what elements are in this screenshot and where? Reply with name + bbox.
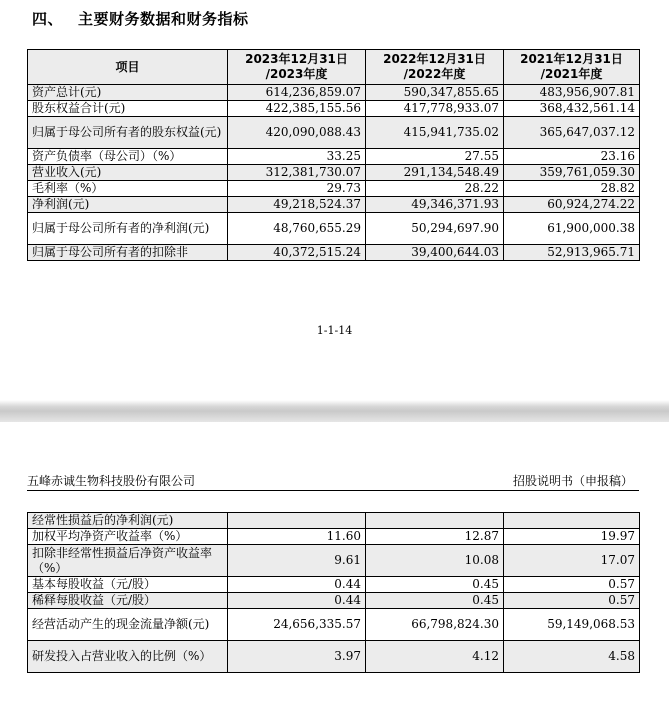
value-2022: 12.87: [366, 529, 504, 545]
table-row: [28, 85, 640, 101]
value-2021: 19.97: [504, 529, 640, 545]
value-2023: 29.73: [228, 181, 366, 197]
value-2023: 11.60: [228, 529, 366, 545]
table-row: [28, 577, 640, 593]
value-2023: 9.61: [228, 545, 366, 577]
page-divider: [0, 400, 669, 422]
value-2022: 4.12: [366, 641, 504, 673]
value-2023: 3.97: [228, 641, 366, 673]
table-row: [28, 545, 640, 577]
value-2021: 365,647,037.12: [504, 117, 640, 149]
value-2022: 291,134,548.49: [366, 165, 504, 181]
row-label: 归属于母公司所有者的净利润(元): [28, 213, 228, 245]
value-2021: 28.82: [504, 181, 640, 197]
table-row: [28, 165, 640, 181]
row-label: 股东权益合计(元): [28, 101, 228, 117]
value-2021: 0.57: [504, 577, 640, 593]
table-header-row: [28, 50, 640, 85]
row-label: 稀释每股收益（元/股）: [28, 593, 228, 609]
value-2022: 27.55: [366, 149, 504, 165]
row-label: 经营活动产生的现金流量净额(元): [28, 609, 228, 641]
table-row: [28, 213, 640, 245]
table-row: [28, 529, 640, 545]
section-number: 四、: [32, 10, 64, 28]
value-2021: 23.16: [504, 149, 640, 165]
value-2023: 24,656,335.57: [228, 609, 366, 641]
header-2021: 2021年12月31日 /2021年度: [504, 50, 640, 85]
row-label: 资产负债率（母公司）（%）: [28, 149, 228, 165]
financial-table-top: [27, 49, 640, 261]
value-2021: 4.58: [504, 641, 640, 673]
value-2022: [366, 513, 504, 529]
value-2021: 52,913,965.71: [504, 245, 640, 261]
value-2022: 415,941,735.02: [366, 117, 504, 149]
row-label: 归属于母公司所有者的股东权益(元): [28, 117, 228, 149]
company-name: 五峰赤诚生物科技股份有限公司: [27, 474, 196, 488]
page-number: 1-1-14: [316, 324, 353, 337]
value-2021: 17.07: [504, 545, 640, 577]
value-2021: 0.57: [504, 593, 640, 609]
row-label: 净利润(元): [28, 197, 228, 213]
header-item: 项目: [28, 50, 228, 85]
value-2023: 48,760,655.29: [228, 213, 366, 245]
table-row: [28, 641, 640, 673]
value-2023: 614,236,859.07: [228, 85, 366, 101]
value-2022: 417,778,933.07: [366, 101, 504, 117]
table-row: [28, 245, 640, 261]
table-row: [28, 181, 640, 197]
row-label: 归属于母公司所有者的扣除非: [28, 245, 228, 261]
table-row: [28, 101, 640, 117]
value-2023: 420,090,088.43: [228, 117, 366, 149]
row-label: 毛利率（%）: [28, 181, 228, 197]
table-row: [28, 117, 640, 149]
value-2022: 28.22: [366, 181, 504, 197]
document-type: 招股说明书（申报稿）: [512, 474, 633, 488]
header-2022: 2022年12月31日 /2022年度: [366, 50, 504, 85]
value-2021: 368,432,561.14: [504, 101, 640, 117]
value-2022: 590,347,855.65: [366, 85, 504, 101]
value-2022: 39,400,644.03: [366, 245, 504, 261]
value-2021: 61,900,000.38: [504, 213, 640, 245]
value-2022: 0.45: [366, 593, 504, 609]
row-label: 加权平均净资产收益率（%）: [28, 529, 228, 545]
value-2022: 49,346,371.93: [366, 197, 504, 213]
value-2023: 49,218,524.37: [228, 197, 366, 213]
table-row: [28, 197, 640, 213]
table-row: [28, 609, 640, 641]
value-2022: 66,798,824.30: [366, 609, 504, 641]
row-label: 营业收入(元): [28, 165, 228, 181]
table-row: [28, 149, 640, 165]
row-label: 扣除非经常性损益后净资产收益率（%）: [28, 545, 228, 577]
value-2022: 0.45: [366, 577, 504, 593]
value-2021: 59,149,068.53: [504, 609, 640, 641]
value-2021: 483,956,907.81: [504, 85, 640, 101]
value-2021: 359,761,059.30: [504, 165, 640, 181]
value-2023: 312,381,730.07: [228, 165, 366, 181]
section-title: [32, 8, 249, 29]
value-2021: 60,924,274.22: [504, 197, 640, 213]
row-label: 基本每股收益（元/股）: [28, 577, 228, 593]
value-2023: 0.44: [228, 577, 366, 593]
value-2022: 50,294,697.90: [366, 213, 504, 245]
row-label: 经常性损益后的净利润(元): [28, 513, 228, 529]
value-2023: [228, 513, 366, 529]
value-2023: 422,385,155.56: [228, 101, 366, 117]
value-2022: 10.08: [366, 545, 504, 577]
financial-table-bottom: [27, 512, 640, 673]
value-2023: 33.25: [228, 149, 366, 165]
value-2021: [504, 513, 640, 529]
table-row: [28, 593, 640, 609]
document-header: [27, 470, 639, 491]
table-row: [28, 513, 640, 529]
header-2023: 2023年12月31日 /2023年度: [228, 50, 366, 85]
value-2023: 0.44: [228, 593, 366, 609]
row-label: 资产总计(元): [28, 85, 228, 101]
row-label: 研发投入占营业收入的比例（%）: [28, 641, 228, 673]
value-2023: 40,372,515.24: [228, 245, 366, 261]
section-heading: 主要财务数据和财务指标: [78, 10, 249, 28]
